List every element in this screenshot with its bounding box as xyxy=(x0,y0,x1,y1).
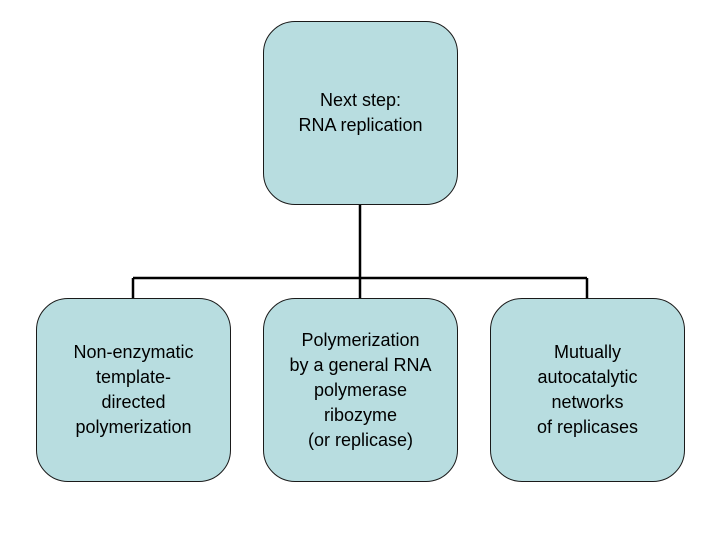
child-node-label: Polymerization by a general RNA polymerase ribozyme (or replicase) xyxy=(289,329,432,450)
child-node-non-enzymatic xyxy=(36,298,231,482)
root-node-label: Next step: RNA replication xyxy=(298,90,423,135)
child-node-label: Mutually autocatalytic networks of replicases xyxy=(536,342,639,437)
child-node-polymerization xyxy=(263,298,458,482)
child-node-label: Non-enzymatic template- directed polymerization xyxy=(73,342,194,437)
root-node xyxy=(263,21,458,205)
child-node-networks xyxy=(490,298,685,482)
